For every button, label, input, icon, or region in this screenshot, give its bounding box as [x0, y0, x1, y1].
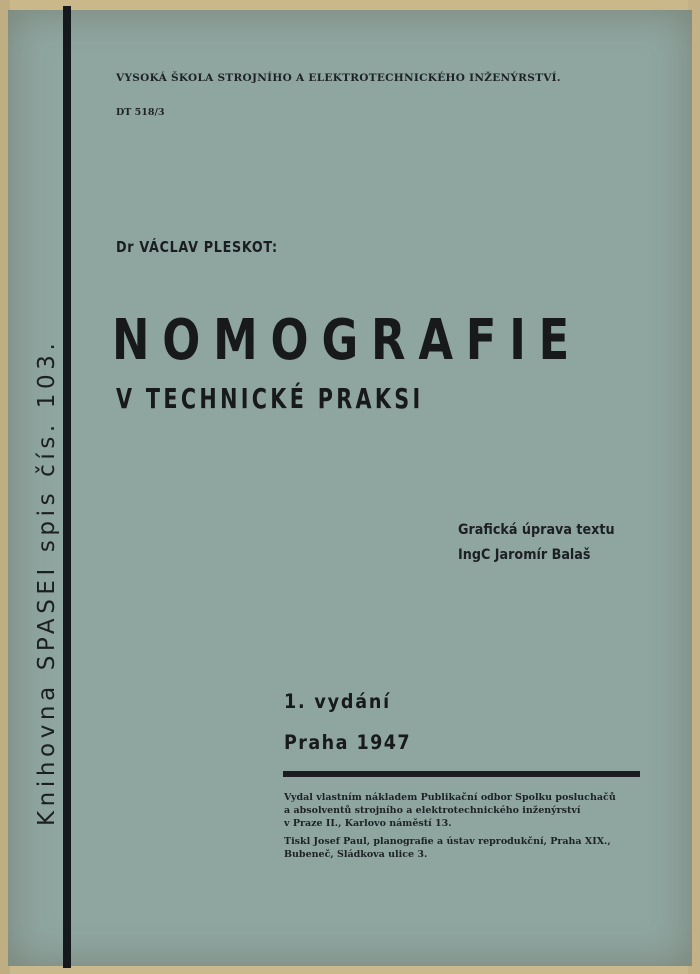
series-label: Knihovna SPASEI spis čís. 103. [34, 338, 60, 826]
book-title: NOMOGRAFIE [112, 308, 583, 373]
printer-line: Bubeneč, Sládkova ulice 3. [284, 849, 428, 860]
credits-line-2: IngC Jaromír Balaš [458, 547, 591, 563]
imprint-block [284, 791, 664, 866]
publisher-note [284, 791, 664, 830]
publisher-line: a absolventů strojního a elektrotechnického inženýrství [284, 805, 581, 816]
imprint-divider [283, 771, 640, 777]
place-year: Praha 1947 [284, 731, 412, 754]
printer-line: Tiskl Josef Paul, planografie a ústav reprodukční, Praha XIX., [284, 836, 611, 847]
credits-line-1: Grafická úprava textu [458, 522, 615, 538]
edition-label: 1. vydání [284, 690, 391, 713]
catalog-code: DT 518/3 [116, 107, 165, 118]
printer-note [284, 835, 664, 861]
publisher-line: Vydal vlastním nákladem Publikační odbor Spolku posluchačů [284, 792, 616, 803]
institution-header: VYSOKÁ ŠKOLA STROJNÍHO A ELEKTROTECHNICKÉHO INŽENÝRSTVÍ. [116, 72, 561, 84]
author-name: Dr VÁCLAV PLESKOT: [116, 238, 278, 256]
spine-rule [63, 6, 71, 968]
publisher-line: v Praze II., Karlovo náměstí 13. [284, 818, 452, 829]
graphic-credits [458, 518, 615, 568]
book-subtitle: V TECHNICKÉ PRAKSI [116, 382, 424, 415]
